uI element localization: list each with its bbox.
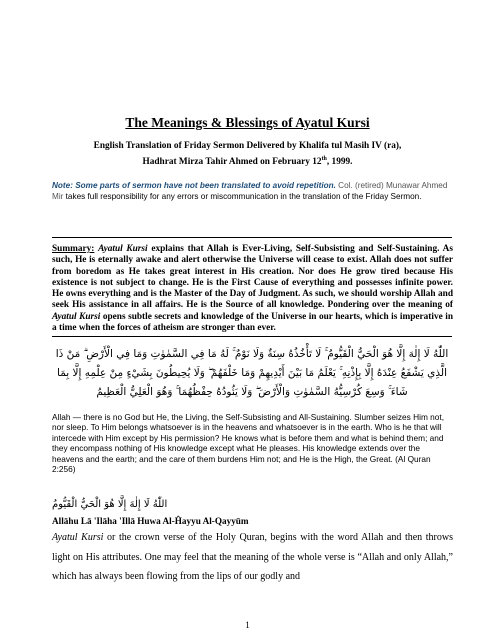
document-title: The Meanings & Blessings of Ayatul Kursi xyxy=(125,115,370,130)
body-paragraph xyxy=(52,528,453,587)
subtitle-date-suffix: th xyxy=(321,156,327,162)
subtitle-date-prefix: Hadhrat Mirza Tahir Ahmed on February 12 xyxy=(142,157,322,168)
summary-ayatul-kursi-1: Ayatul Kursi xyxy=(98,244,148,254)
summary-label: Summary: xyxy=(52,244,95,254)
translation-note xyxy=(52,181,452,202)
summary-text-1: explains that Allah is Ever-Living, Self-Subsisting and Self-Sustaining. As such, He is eternally awake and alert otherwise the Universe will cease to exist. Allah does not suffer from boredom as He takes great interest in His creation. Nor does He grow tired because His existence is not subject to change. He is the First Cause of everything and possesses infinite power. He owns everything and is the Master of the Day of Judgment. As such, we should worship Allah and seek His assistance in all affairs. He is the Source of all knowledge. Pondering over the meaning of xyxy=(52,244,453,311)
page-number: 1 xyxy=(245,620,250,630)
note-lead: Note: Some parts of sermon have not been translated to avoid repetition. xyxy=(52,181,336,190)
subtitle-line-1: English Translation of Friday Sermon Delivered by Khalifa tul Masih IV (ra), xyxy=(93,141,402,151)
summary-text-2: opens subtle secrets and knowledge of the Universe in our hearts, which is imperative in a time when the forces of atheism are stronger than ever. xyxy=(52,311,453,334)
summary-ayatul-kursi-2: Ayatul Kursi xyxy=(52,311,101,322)
body-text: or the crown verse of the Holy Quran, begins with the word Allah and then throws light on His attributes. One may feel that the meaning of the whole verse is “Allah and only Allah,” which has always been flowing from the lips of our godly and xyxy=(52,532,453,582)
subtitle-date-year: , 1999. xyxy=(326,157,353,168)
body-ayatul-kursi: Ayatul Kursi xyxy=(52,532,104,543)
transliteration: Allāhu Lā 'Ilāha 'Illā Huwa Al-Ĥayyu Al-Qayyūm xyxy=(52,516,249,526)
english-translation: Allah — there is no God but He, the Living, the Self-Subsisting and All-Sustaining. Slumber seizes Him not, nor sleep. To Him belongs whatsoever is in the heavens and whatsoever is in the earth. Who is he that will intercede with Him except by His permission? He knows what is before them and what is behind them; and they encompass nothing of His knowledge except what He pleases. His knowledge extends over the heavens and the earth; and the care of them burdens Him not; and He is the High, the Great. (Al Quran 2:256) xyxy=(52,412,444,475)
divider-top xyxy=(52,237,452,238)
subtitle-line-2 xyxy=(80,153,415,169)
document-subtitle xyxy=(80,140,415,169)
divider-bottom xyxy=(52,336,452,337)
note-rank: Col. (retired) xyxy=(338,181,384,190)
arabic-verse: اللّٰهُ لَا إِلٰهَ إِلَّا هُوَ الْحَيُّ الْقَيُّومُ ۚ لَا تَأْخُذُهُ سِنَةٌ وَلَا نَوْمٌ ۚ لَهُ مَا فِي السَّمٰوٰتِ وَمَا فِي الْأَرْضِ ۗ مَنْ ذَا الَّذِي يَشْفَعُ عِنْدَهُ إِلَّا بِإِذْنِهِ ۚ يَعْلَمُ مَا بَيْنَ أَيْدِيهِمْ وَمَا خَلْفَهُمْ ۖ وَلَا يُحِيطُونَ بِشَيْءٍ مِنْ عِلْمِهِ إِلَّا بِمَا شَاءَ ۚ وَسِعَ كُرْسِيُّهُ السَّمٰوٰتِ وَالْأَرْضَ ۖ وَلَا يَئُودُهُ حِفْظُهُمَا ۚ وَهُوَ الْعَلِيُّ الْعَظِيمُ xyxy=(55,348,449,398)
summary-paragraph xyxy=(52,244,453,334)
note-disclaimer: takes full responsibility for any errors or miscommunication in the translation of the Friday Sermon. xyxy=(65,191,422,201)
arabic-opening-phrase: اللّٰهُ لَا إِلٰهَ إِلَّا هُوَ الْحَيُّ الْقَيُّومُ xyxy=(52,499,168,510)
note-author: Munawar Ahmed Mir xyxy=(52,181,448,201)
